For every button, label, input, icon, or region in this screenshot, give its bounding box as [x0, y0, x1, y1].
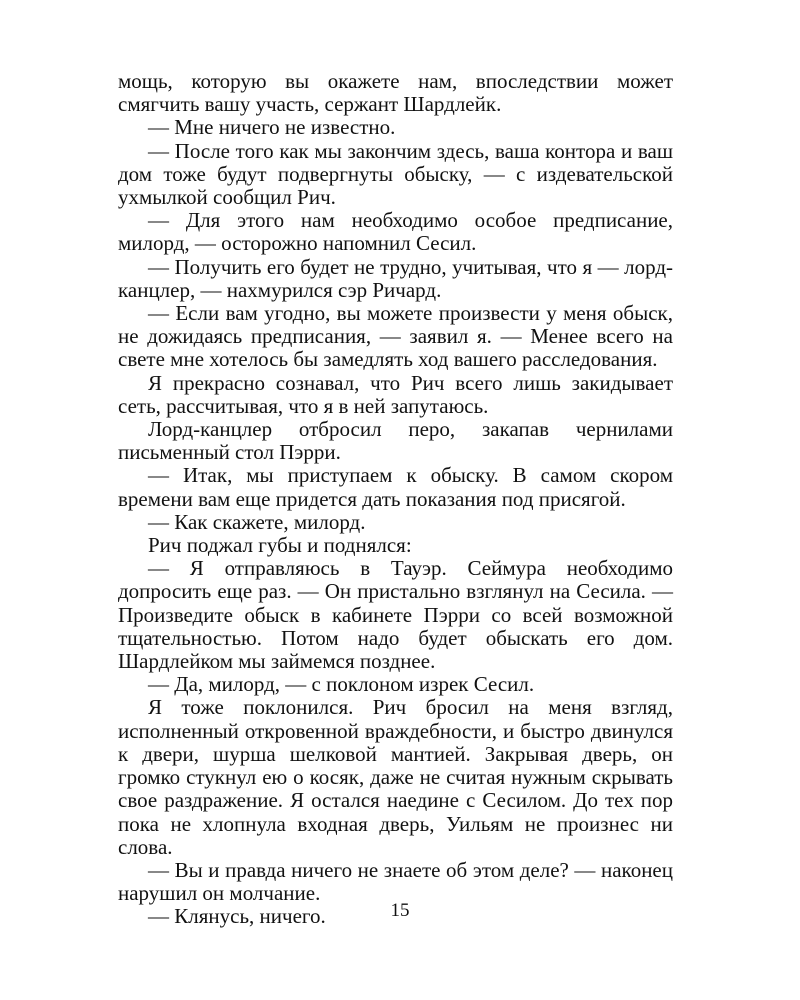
paragraph: Я тоже поклонился. Рич бросил на меня взгляд, исполненный откровенной враждебности, и быстро двинулся к двери, шурша шелковой мантией. Закрывая дверь, он громко стукнул ею о косяк, даже не считая нужным скрывать свое раздражение. Я остался наедине с Сесилом. До тех пор пока не хлопнула входная дверь, Уильям не произнес ни слова.	[118, 695, 673, 859]
paragraph: — После того как мы закончим здесь, ваша контора и ваш дом тоже будут подвергнуты обыску, — с издевательской ухмылкой сообщил Рич.	[118, 138, 673, 210]
paragraph: — Получить его будет не трудно, учитывая, что я — лорд-канцлер, — нахмурился сэр Ричард.	[118, 254, 673, 302]
paragraph: Рич поджал губы и поднялся:	[148, 533, 412, 558]
paragraph: — Мне ничего не известно.	[148, 115, 396, 140]
paragraph: Лорд-канцлер отбросил перо, закапав чернилами письменный стол Пэрри.	[118, 417, 673, 465]
paragraph: — Да, милорд, — с поклоном изрек Сесил.	[148, 672, 535, 697]
paragraph: — Я отправляюсь в Тауэр. Сеймура необходимо допросить еще раз. — Он пристально взглянул на Сесила. — Произведите обыск в кабинете Пэрри со всей возможной тщательностью. Потом надо будет обыскать его дом. Шардлейком мы займемся позднее.	[118, 556, 673, 674]
paragraph: — Если вам угодно, вы можете произвести у меня обыск, не дожидаясь предписания, — заявил я. — Менее всего на свете мне хотелось бы замедлять ход вашего расследования.	[118, 301, 673, 372]
paragraph: — Вы и правда ничего не знаете об этом деле? — наконец нарушил он молчание.	[118, 857, 673, 906]
paragraph: — Для этого нам необходимо особое предписание, милорд, — осторожно напомнил Сесил.	[118, 208, 673, 256]
paragraph: — Клянусь, ничего.	[148, 904, 326, 929]
body-text	[118, 70, 673, 929]
page-number: 15	[390, 900, 410, 921]
paragraph: Я прекрасно сознавал, что Рич всего лишь закидывает сеть, рассчитывая, что я в ней запутаюсь.	[118, 370, 673, 418]
paragraph: — Итак, мы приступаем к обыску. В самом скором времени вам еще придется дать показания под присягой.	[118, 463, 673, 511]
paragraph: — Как скажете, милорд.	[148, 509, 366, 534]
paragraph: мощь, которую вы окажете нам, впоследствии может смягчить вашу участь, сержант Шардлейк.	[118, 69, 673, 117]
